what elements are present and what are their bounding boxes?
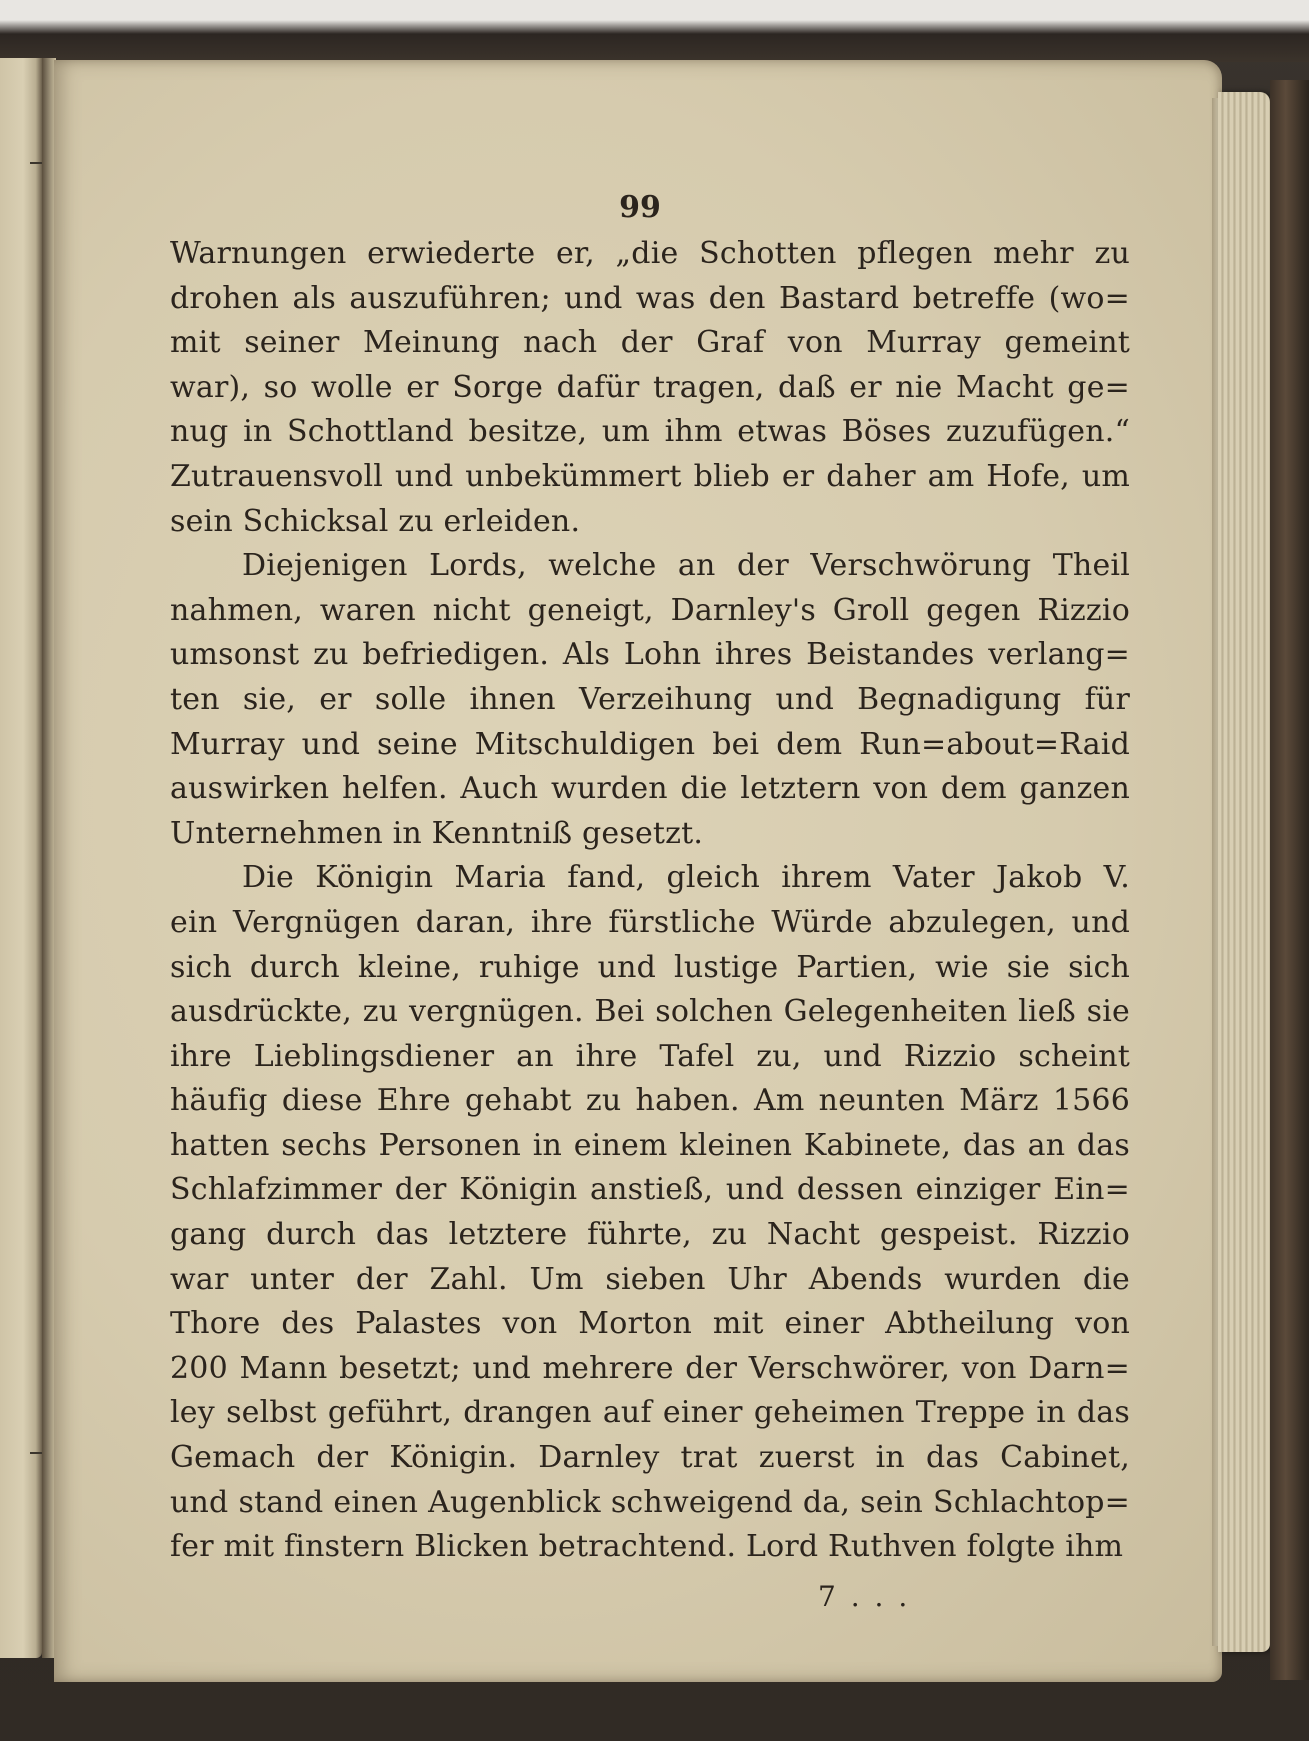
page-number: 99 — [619, 190, 661, 225]
text-line: nahmen, waren nicht geneigt, Darnley's Groll gegen Rizzio — [170, 592, 1130, 628]
paragraph — [170, 856, 1130, 1570]
text-line: und stand einen Augenblick schweigend da, sein Schlachtop= — [170, 1484, 1130, 1520]
text-line: hatten sechs Personen in einem kleinen Kabinete, das an das — [170, 1127, 1130, 1163]
text-line: mit seiner Meinung nach der Graf von Murray gemeint — [170, 325, 1130, 361]
text-line: sein Schicksal zu erleiden. — [170, 503, 581, 539]
book-cover-right — [1270, 80, 1309, 1680]
stacked-page-edges — [1218, 92, 1270, 1652]
text-line: ten sie, er solle ihnen Verzeihung und Begnadigung für — [170, 681, 1130, 717]
text-line: ein Vergnügen daran, ihre fürstliche Würde abzulegen, und — [170, 904, 1130, 940]
text-line: 200 Mann besetzt; und mehrere der Verschwörer, von Darn= — [170, 1350, 1130, 1386]
book-cover-edge — [0, 0, 1309, 62]
text-line: ihre Lieblingsdiener an ihre Tafel zu, und Rizzio scheint — [170, 1038, 1130, 1074]
text-line: auswirken helfen. Auch wurden die letztern von dem ganzen — [170, 771, 1130, 807]
text-line: Warnungen erwiederte er, „die Schotten pflegen mehr zu — [170, 236, 1130, 271]
text-line: war unter der Zahl. Um sieben Uhr Abends wurden die — [170, 1261, 1130, 1297]
text-line: Zutrauensvoll und unbekümmert blieb er daher am Hofe, um — [170, 458, 1130, 494]
signature-mark: 7 . . . — [818, 1580, 911, 1613]
text-line: Murray und seine Mitschuldigen bei dem Run=about=Raid — [170, 726, 1130, 762]
text-line: Unternehmen in Kenntniß gesetzt. — [170, 815, 704, 851]
text-line: Thore des Palastes von Morton mit einer Abtheilung von — [170, 1306, 1130, 1342]
text-line: ley selbst geführt, drangen auf einer geheimen Treppe in das — [170, 1395, 1130, 1431]
text-line: Die Königin Maria fand, gleich ihrem Vater Jakob V. — [242, 860, 1130, 896]
text-line: sich durch kleine, ruhige und lustige Partien, wie sie sich — [170, 949, 1130, 985]
text-line: Diejenigen Lords, welche an der Verschwörung Theil — [242, 548, 1130, 584]
text-line: Gemach der Königin. Darnley trat zuerst in das Cabinet, — [170, 1440, 1130, 1476]
text-line: drohen als auszuführen; und was den Bastard betreffe (wo= — [170, 280, 1130, 316]
text-line: ausdrückte, zu vergnügen. Bei solchen Gelegenheiten ließ sie — [170, 994, 1130, 1030]
paragraph — [170, 232, 1130, 544]
left-facing-page — [0, 58, 42, 1658]
body-text — [170, 232, 1130, 1570]
text-line: umsonst zu befriedigen. Als Lohn ihres Beistandes verlang= — [170, 637, 1130, 673]
text-line: war), so wolle er Sorge dafür tragen, daß er nie Macht ge= — [170, 369, 1130, 405]
text-line: fer mit finstern Blicken betrachtend. Lord Ruthven folgte ihm — [170, 1529, 1124, 1565]
text-line: Schlafzimmer der Königin anstieß, und dessen einziger Ein= — [170, 1172, 1130, 1208]
text-line: gang durch das letztere führte, zu Nacht gespeist. Rizzio — [170, 1217, 1130, 1253]
paragraph — [170, 544, 1130, 856]
text-line: häufig diese Ehre gehabt zu haben. Am neunten März 1566 — [170, 1083, 1130, 1119]
text-line: nug in Schottland besitze, um ihm etwas Böses zuzufügen.“ — [170, 414, 1130, 450]
